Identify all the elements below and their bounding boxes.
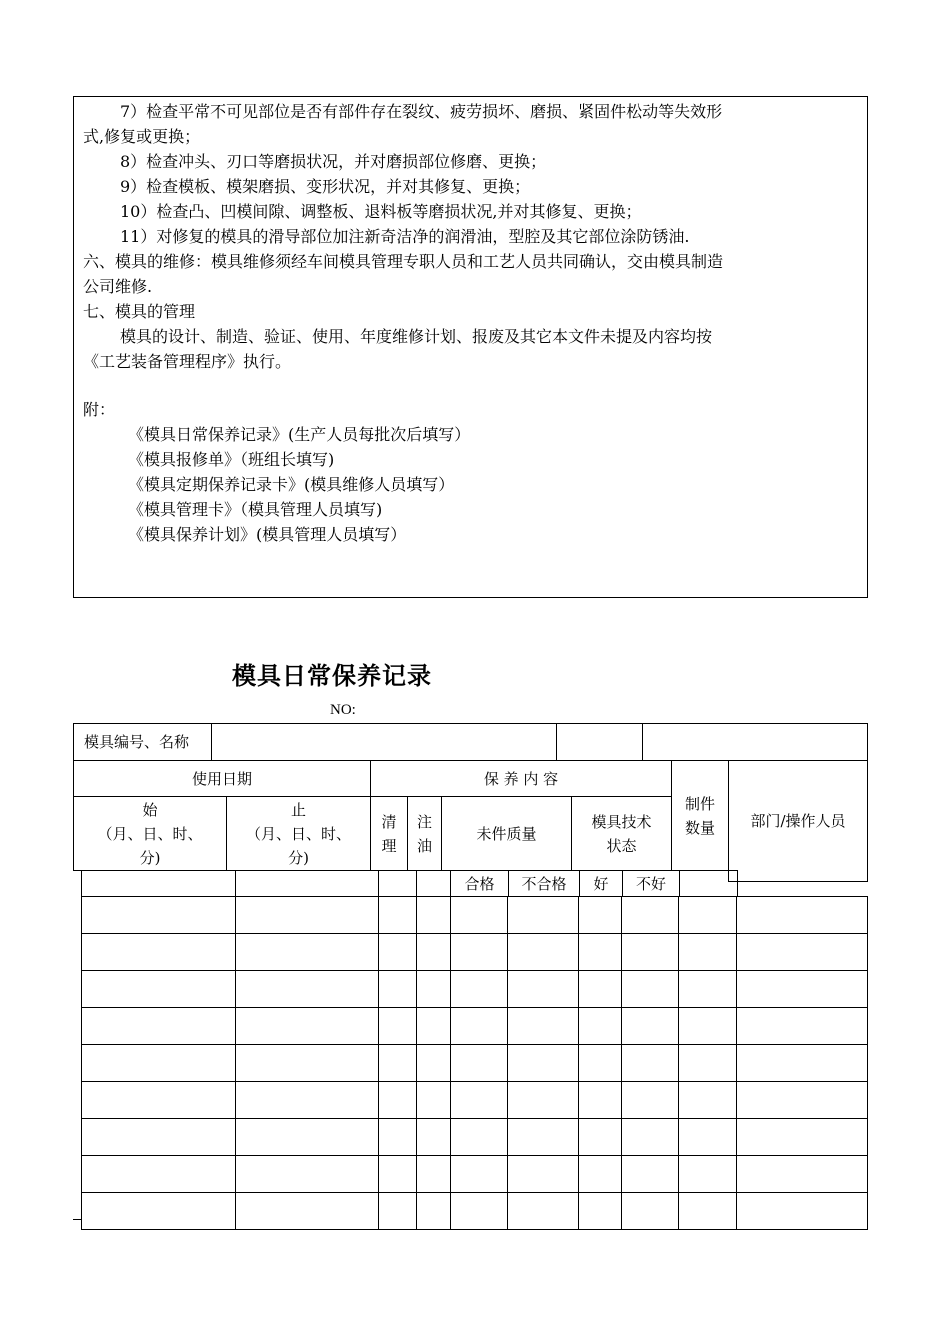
end-label-1: 止 — [290, 800, 306, 819]
mold-name-input-cell[interactable] — [642, 723, 868, 761]
text-line: 10）检查凸、凹模间隙、调整板、退料板等磨损状况,并对其修复、更换； — [120, 202, 642, 221]
table-row — [82, 1156, 868, 1193]
table-row — [82, 897, 868, 934]
text-line: 《工艺装备管理程序》执行。 — [83, 352, 292, 371]
maintenance-record-table — [81, 896, 868, 1230]
last-piece-quality-label: 未件质量 — [476, 824, 537, 843]
output-qty-label-2: 数量 — [684, 818, 715, 837]
start-label-1: 始 — [142, 800, 158, 819]
tech-status-label-1: 模具技术 — [591, 812, 652, 831]
maintenance-header — [370, 760, 672, 797]
pass-label: 合格 — [464, 874, 495, 893]
maintenance-label: 保 养 内 容 — [483, 769, 559, 788]
output-qty-header — [671, 760, 729, 871]
bad-label: 不好 — [635, 874, 666, 893]
appendix-label: 附： — [83, 400, 116, 419]
appendix-item: 《模具保养计划》(模具管理人员填写） — [128, 525, 407, 544]
tech-status-label-2: 状态 — [606, 836, 637, 855]
start-time-header — [73, 796, 227, 871]
clean-header — [370, 796, 408, 871]
appendix-item: 《模具报修单》（班组长填写) — [128, 450, 335, 469]
appendix-item: 《模具管理卡》（模具管理人员填写) — [128, 500, 383, 519]
dept-operator-header — [728, 760, 868, 882]
clean-subcell — [378, 870, 417, 897]
good-label: 好 — [593, 874, 609, 893]
text-line: 式,修复或更换； — [83, 127, 201, 146]
text-line: 公司维修. — [83, 277, 153, 296]
oil-header — [407, 796, 442, 871]
table-row — [82, 1045, 868, 1082]
good-header — [579, 870, 623, 897]
dept-operator-label: 部门/操作人员 — [750, 812, 846, 830]
start-label-2: （月、日、时、 — [97, 824, 203, 843]
form-title: 模具日常保养记录 — [232, 662, 432, 690]
procedure-text-box — [73, 96, 868, 598]
text-line: 六、模具的维修：模具维修须经车间模具管理专职人员和工艺人员共同确认，交由模具制造 — [83, 252, 724, 271]
table-edge-mark — [73, 1219, 81, 1220]
form-number-label: NO: — [330, 702, 356, 718]
qty-subcell — [679, 870, 738, 897]
table-row — [82, 1119, 868, 1156]
oil-subcell — [416, 870, 451, 897]
clean-label-1: 清 — [381, 812, 397, 831]
oil-label-2: 油 — [416, 836, 432, 855]
end-time-header — [226, 796, 371, 871]
pass-header — [450, 870, 509, 897]
start-label-3: 分) — [139, 848, 161, 867]
end-subcell — [235, 870, 379, 897]
table-row — [82, 1008, 868, 1045]
mold-id-input-cell[interactable] — [211, 723, 557, 761]
end-label-2: （月、日、时、 — [245, 824, 351, 843]
text-line: 7）检查平常不可见部位是否有部件存在裂纹、疲劳损坏、磨损、紧固件松动等失效形 — [120, 102, 723, 121]
usage-date-label: 使用日期 — [191, 769, 252, 788]
appendix-item: 《模具日常保养记录》(生产人员每批次后填写） — [128, 425, 471, 444]
text-line: 模具的设计、制造、验证、使用、年度维修计划、报废及其它本文件未提及内容均按 — [120, 327, 713, 346]
fail-label: 不合格 — [521, 874, 567, 893]
text-line: 9）检查模板、模架磨损、变形状况，并对其修复、更换； — [120, 177, 531, 196]
text-line: 8）检查冲头、刃口等磨损状况，并对磨损部位修磨、更换； — [120, 152, 547, 171]
table-row — [82, 971, 868, 1008]
fail-header — [508, 870, 580, 897]
mold-extra-cell[interactable] — [556, 723, 643, 761]
section-heading: 七、模具的管理 — [83, 302, 196, 321]
appendix-item: 《模具定期保养记录卡》(模具维修人员填写） — [128, 475, 455, 494]
output-qty-label-1: 制件 — [684, 794, 715, 813]
clean-label-2: 理 — [381, 836, 397, 855]
oil-label-1: 注 — [416, 812, 432, 831]
text-line: 11）对修复的模具的滑导部位加注新奇洁净的润滑油，型腔及其它部位涂防锈油. — [120, 227, 690, 246]
mold-id-label: 模具编号、名称 — [84, 733, 190, 751]
last-piece-quality-header — [441, 796, 572, 871]
end-label-3: 分) — [288, 848, 309, 867]
table-row — [82, 1082, 868, 1119]
tech-status-header — [571, 796, 672, 871]
table-row — [82, 934, 868, 971]
table-row — [82, 1193, 868, 1230]
usage-date-header — [73, 760, 371, 797]
bad-header — [622, 870, 680, 897]
mold-id-label-cell — [73, 723, 212, 761]
start-subcell — [81, 870, 236, 897]
